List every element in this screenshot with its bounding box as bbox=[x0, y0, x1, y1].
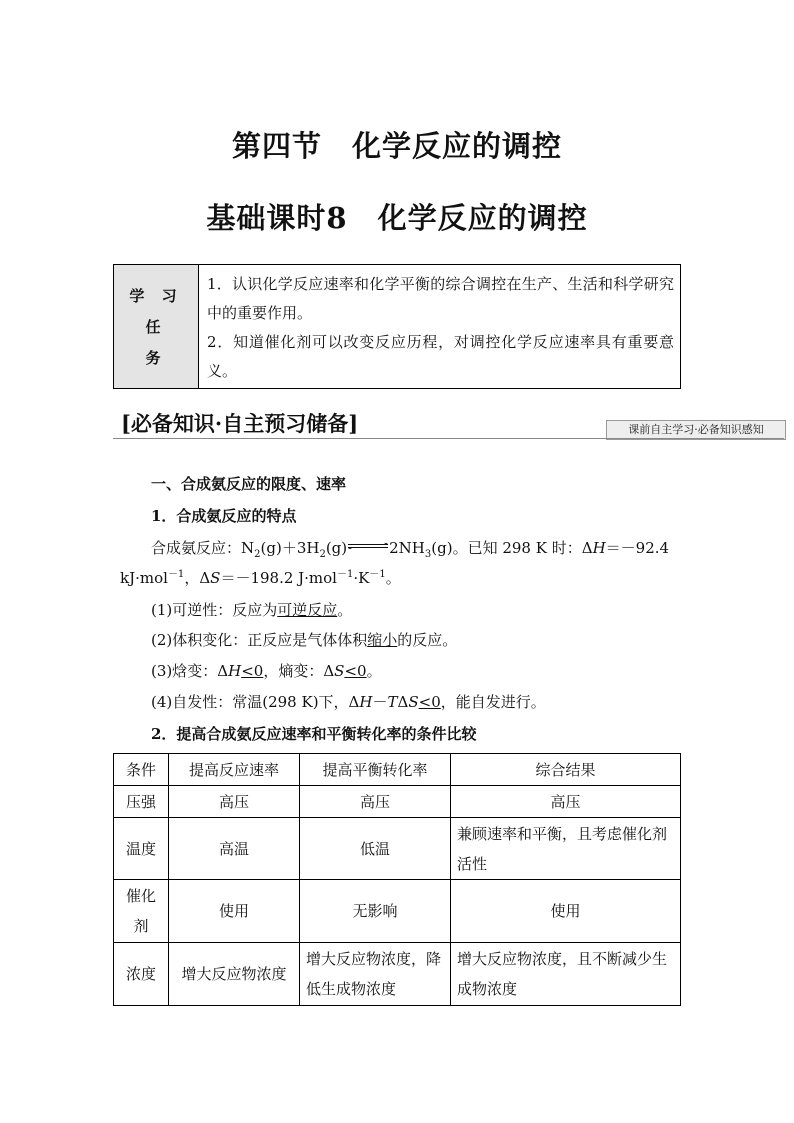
table-cell: 增大反应物浓度 bbox=[169, 943, 300, 1006]
table-cell: 使用 bbox=[451, 880, 681, 943]
condition-compare-table bbox=[113, 753, 681, 1006]
table-header-row bbox=[114, 754, 681, 786]
table-cell: 压强 bbox=[114, 786, 169, 818]
feature-volume: (2)体积变化：正反应是气体体积缩小的反应。 bbox=[151, 631, 458, 649]
divider bbox=[113, 438, 784, 439]
reversible-arrow-icon bbox=[347, 543, 389, 549]
table-cell: 高压 bbox=[300, 786, 451, 818]
reaction-equation-cont: kJ·mol$^{-1}$，ΔS＝－198.2 $J\cdot mol^{-1}\cdot K^{-1}$。 bbox=[120, 569, 401, 587]
table-cell: 使用 bbox=[169, 880, 300, 943]
feature-reversibility: (1)可逆性：反应为可逆反应。 bbox=[151, 601, 353, 619]
task-item: 1．认识化学反应速率和化学平衡的综合调控在生产、生活和科学研究中的重要作用。 bbox=[207, 274, 674, 322]
table-row bbox=[114, 818, 681, 880]
lesson-title: 基础课时8 化学反应的调控 bbox=[206, 201, 588, 235]
feature-spontaneity: (4)自发性：常温(298 K)下，ΔH－TΔS<0，能自发进行。 bbox=[151, 693, 546, 711]
table-header-cell: 条件 bbox=[114, 754, 169, 786]
table-row bbox=[114, 943, 681, 1006]
table-header-cell: 综合结果 bbox=[451, 754, 681, 786]
table-cell: 低温 bbox=[300, 818, 451, 880]
table-cell: 浓度 bbox=[114, 943, 169, 1006]
table-cell: 兼顾速率和平衡，且考虑催化剂活性 bbox=[451, 818, 681, 880]
feature-enthalpy: (3)焓变：ΔH<0，熵变：ΔS<0。 bbox=[151, 662, 382, 680]
table-cell: 无影响 bbox=[300, 880, 451, 943]
learning-task-label: 学 习 任 务 bbox=[114, 265, 199, 389]
table-row bbox=[114, 786, 681, 818]
table-header-cell: 提高反应速率 bbox=[169, 754, 300, 786]
heading-1-2: 2．提高合成氨反应速率和平衡转化率的条件比较 bbox=[151, 725, 477, 743]
table-cell: 增大反应物浓度，且不断减少生成物浓度 bbox=[451, 943, 681, 1006]
learning-task-content bbox=[199, 265, 681, 389]
task-item: 2．知道催化剂可以改变反应历程，对调控化学反应速率具有重要意义。 bbox=[207, 332, 674, 380]
section-title: 第四节 化学反应的调控 bbox=[231, 129, 563, 163]
table-cell: 催化剂 bbox=[114, 880, 169, 943]
table-cell: 温度 bbox=[114, 818, 169, 880]
table-cell: 高压 bbox=[169, 786, 300, 818]
reaction-equation: 合成氨反应：$N_2(g)+3H_2(g)$ $2NH_3(g)$。已知 298 K 时：ΔH＝－92.4 bbox=[151, 539, 670, 560]
heading-1-1: 1．合成氨反应的特点 bbox=[151, 507, 297, 525]
table-header-cell: 提高平衡转化率 bbox=[300, 754, 451, 786]
learning-task-table bbox=[113, 264, 681, 389]
section-tag: 课前自主学习·必备知识感知 bbox=[606, 420, 786, 440]
section-heading: [必备知识·自主预习储备] bbox=[121, 411, 359, 436]
table-row bbox=[114, 880, 681, 943]
table-cell: 增大反应物浓度，降低生成物浓度 bbox=[300, 943, 451, 1006]
heading-1: 一、合成氨反应的限度、速率 bbox=[151, 475, 347, 493]
table-cell: 高压 bbox=[451, 786, 681, 818]
table-cell: 高温 bbox=[169, 818, 300, 880]
